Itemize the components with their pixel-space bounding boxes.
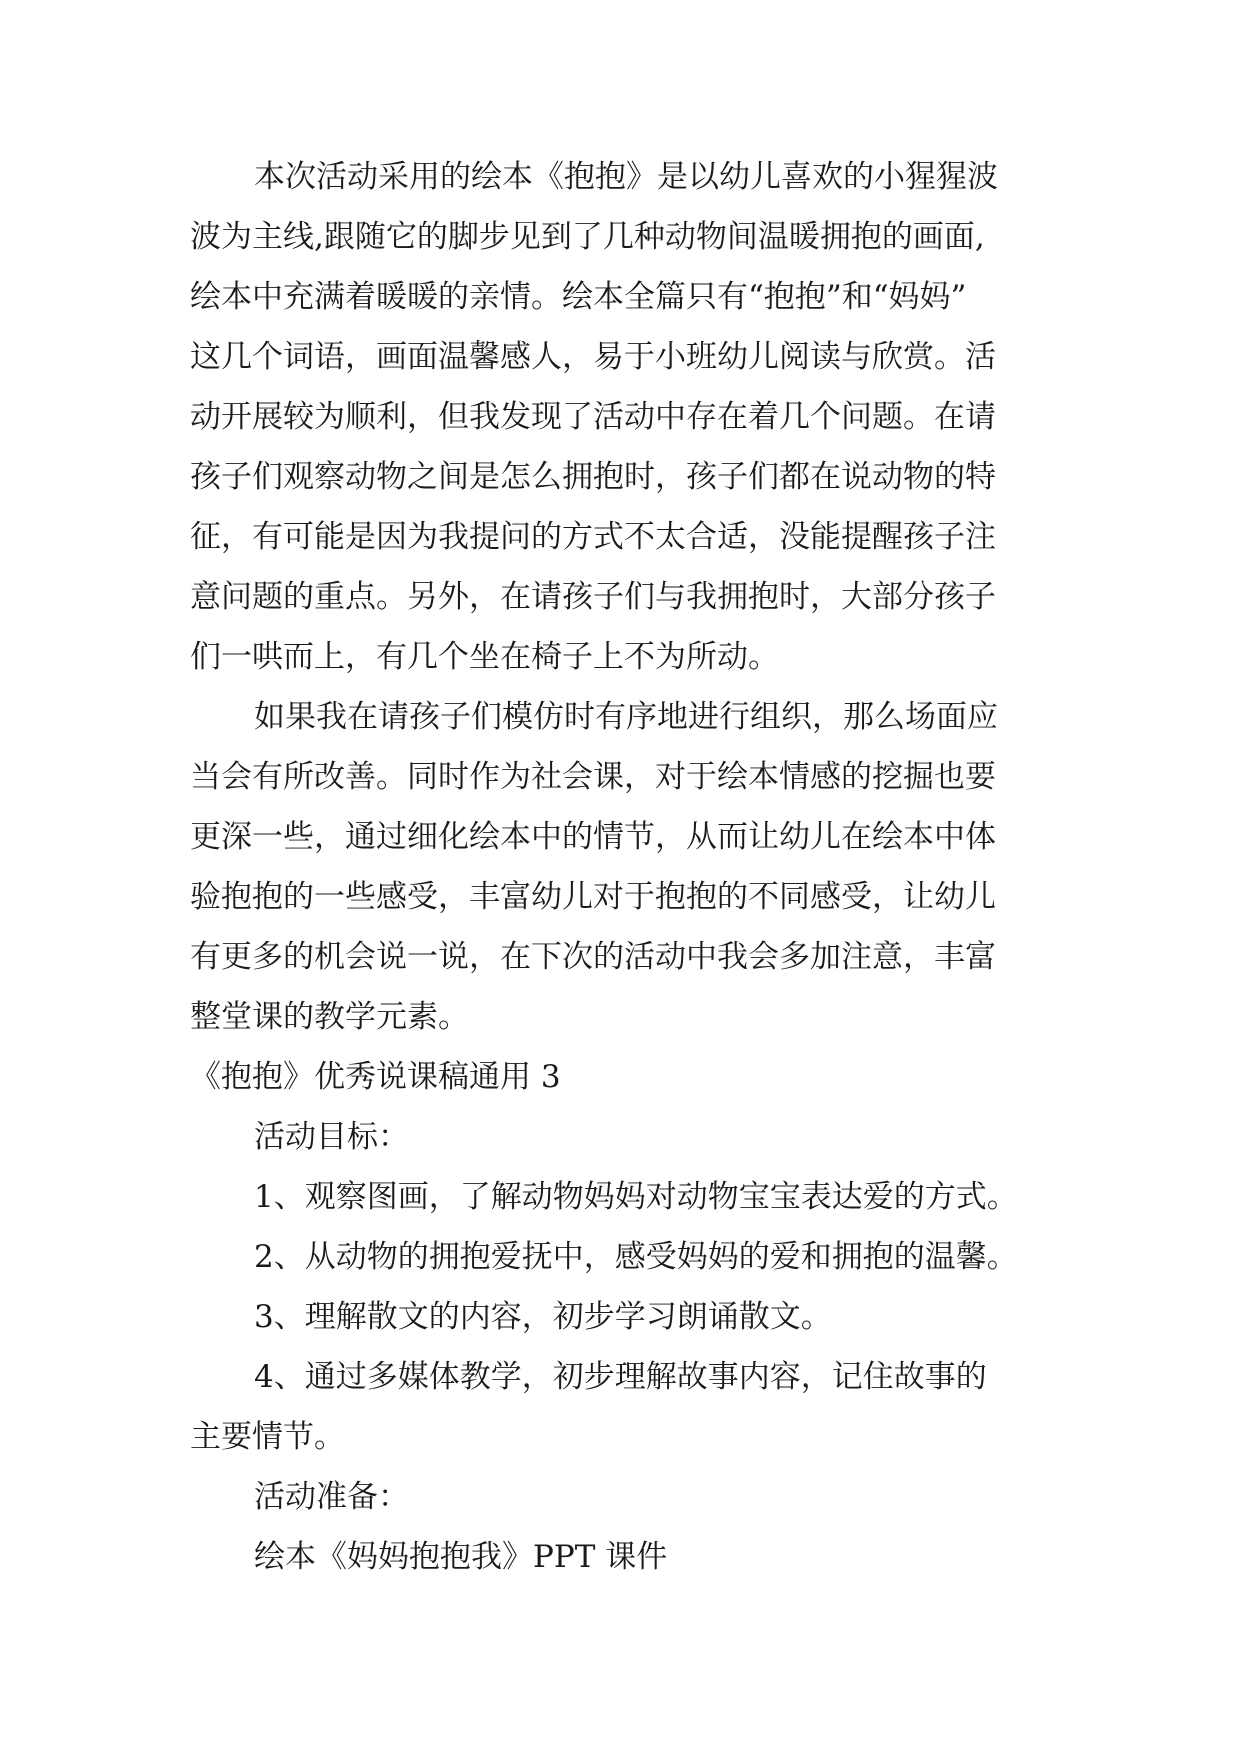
paragraph-1-line-4: 这几个词语，画面温馨感人，易于小班幼儿阅读与欣赏。活 (190, 339, 996, 375)
paragraph-1-line-6: 孩子们观察动物之间是怎么拥抱时，孩子们都在说动物的特 (190, 459, 996, 495)
goal-item-1: 1、观察图画，了解动物妈妈对动物宝宝表达爱的方式。 (254, 1179, 1018, 1215)
paragraph-1-line-2: 波为主线,跟随它的脚步见到了几种动物间温暖拥抱的画面, (190, 219, 985, 255)
paragraph-2-line-4: 验抱抱的一些感受，丰富幼儿对于抱抱的不同感受，让幼儿 (190, 879, 996, 915)
section-title: 《抱抱》优秀说课稿通用 3 (190, 1059, 561, 1095)
paragraph-2-line-6: 整堂课的教学元素。 (190, 999, 469, 1035)
goal-item-4-line-2: 主要情节。 (190, 1419, 345, 1455)
paragraph-1-line-1: 本次活动采用的绘本《抱抱》是以幼儿喜欢的小猩猩波 (254, 159, 998, 195)
paragraph-1-line-5: 动开展较为顺利，但我发现了活动中存在着几个问题。在请 (190, 399, 996, 435)
paragraph-1-line-7: 征，有可能是因为我提问的方式不太合适，没能提醒孩子注 (190, 519, 996, 555)
prep-item: 绘本《妈妈抱抱我》PPT 课件 (254, 1539, 668, 1575)
goal-item-2: 2、从动物的拥抱爱抚中，感受妈妈的爱和拥抱的温馨。 (254, 1239, 1018, 1275)
goal-item-4-line-1: 4、通过多媒体教学，初步理解故事内容，记住故事的 (254, 1359, 987, 1395)
document-body (190, 159, 1070, 1602)
paragraph-2-line-2: 当会有所改善。同时作为社会课，对于绘本情感的挖掘也要 (190, 759, 996, 795)
paragraph-2-line-3: 更深一些，通过细化绘本中的情节，从而让幼儿在绘本中体 (190, 819, 996, 855)
paragraph-2-line-1: 如果我在请孩子们模仿时有序地进行组织，那么场面应 (254, 699, 998, 735)
prep-heading: 活动准备： (254, 1479, 409, 1515)
goals-heading: 活动目标： (254, 1119, 409, 1155)
paragraph-1-line-9: 们一哄而上，有几个坐在椅子上不为所动。 (190, 639, 779, 675)
paragraph-1-line-3: 绘本中充满着暖暖的亲情。绘本全篇只有“抱抱”和“妈妈” (190, 279, 967, 315)
goal-item-3: 3、理解散文的内容，初步学习朗诵散文。 (254, 1299, 832, 1335)
paragraph-1-line-8: 意问题的重点。另外，在请孩子们与我拥抱时，大部分孩子 (190, 579, 996, 615)
paragraph-2-line-5: 有更多的机会说一说，在下次的活动中我会多加注意，丰富 (190, 939, 996, 975)
